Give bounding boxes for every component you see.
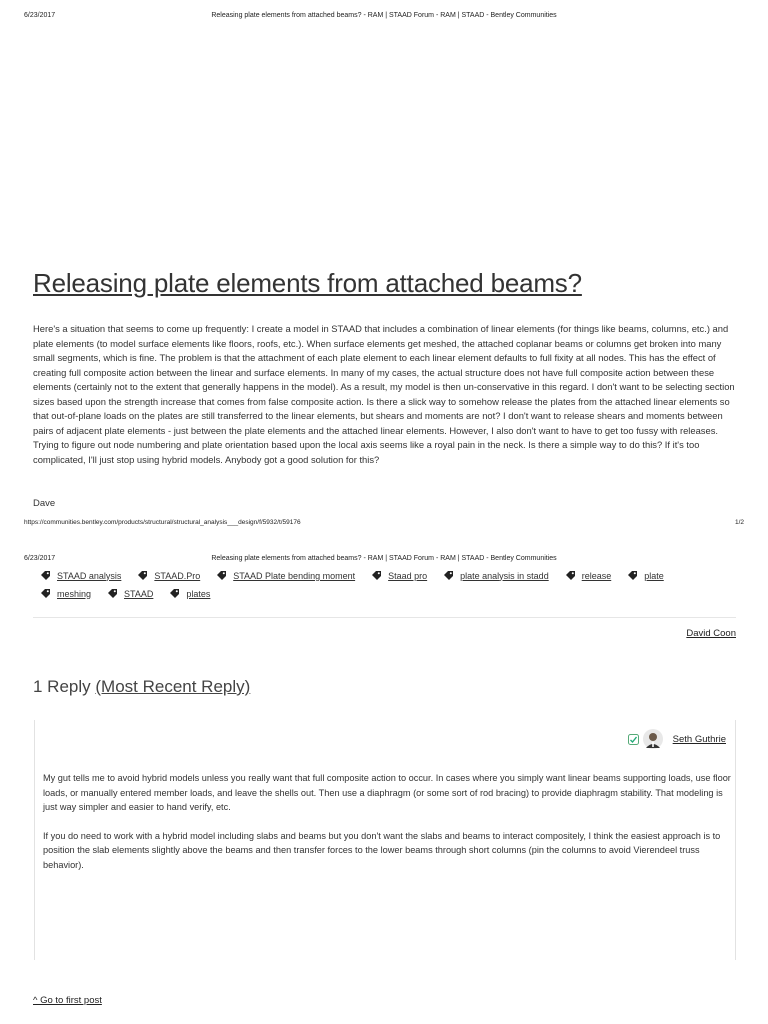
reply-count: 1 Reply — [33, 677, 91, 696]
reply-body — [43, 771, 733, 886]
print-date: 6/23/2017 — [24, 12, 56, 19]
most-recent-reply-link[interactable]: (Most Recent Reply) — [95, 677, 251, 696]
tag-icon — [169, 588, 180, 599]
page-title[interactable]: Releasing plate elements from attached beams? — [33, 268, 582, 298]
print-footer-url: https://communities.bentley.com/products/structural/structural_analysis___design/f/5932/t/59176 — [24, 519, 301, 526]
tag-icon — [40, 570, 51, 581]
tag-link[interactable]: STAAD — [124, 588, 154, 599]
go-to-first-post-link[interactable]: ^ Go to first post — [33, 995, 102, 1006]
tag-item[interactable] — [216, 570, 355, 581]
tag-link[interactable]: STAAD analysis — [57, 570, 122, 581]
tag-item[interactable] — [169, 588, 210, 599]
tag-icon — [137, 570, 148, 581]
tag-item[interactable] — [371, 570, 427, 581]
tag-item[interactable] — [443, 570, 549, 581]
author-link[interactable]: David Coon — [686, 628, 736, 639]
tag-icon — [565, 570, 576, 581]
tag-icon — [443, 570, 454, 581]
replies-heading — [33, 677, 250, 697]
print-date: 6/23/2017 — [24, 555, 56, 562]
tag-link[interactable]: STAAD Plate bending moment — [233, 570, 356, 581]
tag-item[interactable] — [565, 570, 612, 581]
tag-icon — [371, 570, 382, 581]
tag-item[interactable] — [137, 570, 200, 581]
print-page-number: 1/2 — [734, 519, 744, 526]
tag-icon — [216, 570, 227, 581]
reply-paragraph: My gut tells me to avoid hybrid models unless you really want that full composite action to occur. In cases where you simply want linear beams supporting loads, use floor loads, or manually entered member loads, and leave the shells out. Then use a diaphragm (or some sort of rod bracing) to provide diaphragm stability. That modeling is just way simpler and easier to hand verify, etc. — [43, 773, 731, 812]
tag-link[interactable]: plates — [186, 588, 211, 599]
tag-item[interactable] — [627, 570, 664, 581]
divider — [33, 617, 736, 618]
tag-link[interactable]: Staad pro — [388, 570, 428, 581]
tag-icon — [627, 570, 638, 581]
tag-link[interactable]: plate — [644, 570, 664, 581]
tag-item[interactable] — [107, 588, 153, 599]
reply-paragraph: If you do need to work with a hybrid model including slabs and beams but you don't want the slabs and beams to interact compositely, I think the easiest approach is to position the slab elements slightly above the beams and then transfer forces to the lower beams through short columns (pin the columns to avoid Vierendeel truss behavior). — [43, 830, 721, 870]
tag-link[interactable]: release — [581, 570, 612, 581]
tag-icon — [40, 588, 51, 599]
print-header-title: Releasing plate elements from attached beams? - RAM | STAAD Forum - RAM | STAAD - Bentley Communities — [211, 12, 557, 19]
tag-link[interactable]: meshing — [57, 588, 92, 599]
reply-author — [628, 729, 726, 749]
tag-link[interactable]: plate analysis in stadd — [460, 570, 549, 581]
avatar[interactable] — [643, 729, 663, 749]
post-body: Here's a situation that seems to come up frequently: I create a model in STAAD that includes a combination of linear elements (for things like beams, columns, etc.) and plate elements (to model surface elements like floors, roofs, etc.). When surface elements get meshed, the attached coplanar beams or columns get broken into many small segments, which is fine. The problem is that the attachment of each plate element to each linear element defaults to full fixity at all nodes. This has the effect of creating full composite action between the linear and surface elements. In many of my cases, the actual structure does not have full composite action between these elements (certainly not to the extent that generally happens in the model). As a result, my model is then un-conservative in this regard. I don't want to be selecting section sizes based upon the strength increase that comes from false composite action. Is there a slick way to somehow release the plates from the attached linear elements so that out-of-plane loads on the plates are still transferred to the linear elements, but shears and moments are not? I don't want to release shears and moments between pairs of adjacent plate elements - just between the plate elements and the attached linear elements. However, I also don't want to have to get too fussy with releases. Trying to figure out node numbering and plate orientation based upon the local axis seems like a royal pain in the neck. Is there a simple way to do this? If it's too complicated, I'll just stop using hybrid models. Anybody got a good solution for this? — [33, 323, 735, 465]
post-signature: Dave — [33, 498, 56, 509]
tag-link[interactable]: STAAD.Pro — [154, 570, 201, 581]
tag-item[interactable] — [40, 588, 91, 599]
tag-icon — [107, 588, 118, 599]
verified-badge-icon — [628, 734, 639, 745]
tag-list — [40, 588, 226, 601]
tag-list — [40, 570, 680, 583]
reply-author-name[interactable]: Seth Guthrie — [672, 733, 726, 745]
print-header-title: Releasing plate elements from attached beams? - RAM | STAAD Forum - RAM | STAAD - Bentley Communities — [211, 555, 557, 562]
tag-item[interactable] — [40, 570, 121, 581]
